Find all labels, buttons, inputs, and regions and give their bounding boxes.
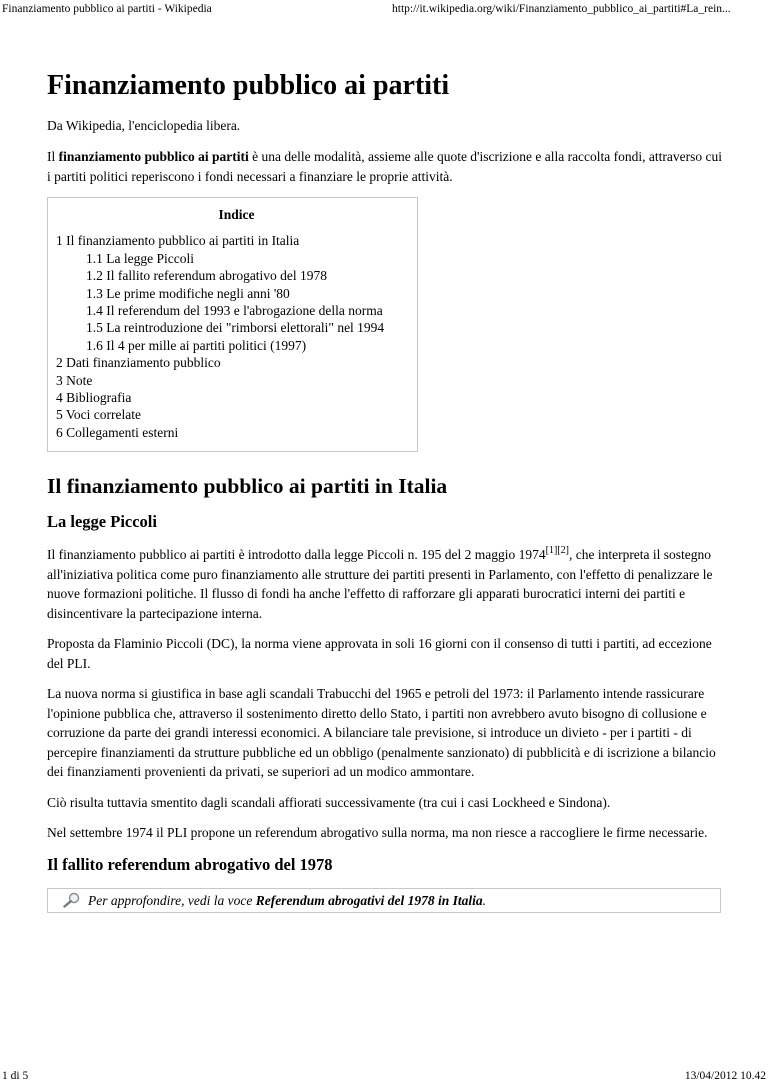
p1-pre: Il finanziamento pubblico ai partiti è introdotto dalla legge Piccoli n. 195 del 2 maggio 1974: [47, 547, 546, 563]
toc-item-1-2[interactable]: 1.2 Il fallito referendum abrogativo del 1978: [86, 268, 328, 284]
intro-pre: Il: [47, 149, 59, 164]
magnifier-icon: [62, 892, 82, 908]
p1-post: , che interpreta il sostegno all'iniziativa politica come puro finanziamento alle strutture dei partiti presenti in Parlamento, con l'effetto di penalizzare le nuove formazioni politiche. Il flusso di fondi ha anche l'effetto di rafforzare gli apparati burocratici interni dei partiti e disincentivare la partecipazione interna.: [47, 547, 713, 621]
paragraph-legge-piccoli-5: Nel settembre 1974 il PLI propone un referendum abrogativo sulla norma, ma non riesce a raccogliere le firme necessarie.: [47, 825, 708, 841]
toc-item-1-5[interactable]: 1.5 La reintroduzione dei "rimborsi elettorali" nel 1994: [86, 320, 385, 336]
paragraph-legge-piccoli-2: Proposta da Flaminio Piccoli (DC), la norma viene approvata in soli 16 giorni con il consenso di tutti i partiti, ad eccezione del PLI.: [47, 636, 712, 671]
toc-item-6[interactable]: 6 Collegamenti esterni: [56, 424, 179, 440]
toc-item-3[interactable]: 3 Note: [56, 372, 93, 388]
see-also-box: [47, 888, 721, 913]
toc-item-1-3[interactable]: 1.3 Le prime modifiche negli anni '80: [86, 285, 290, 301]
toc-item-1-4[interactable]: 1.4 Il referendum del 1993 e l'abrogazione della norma: [86, 303, 383, 319]
see-also-post: .: [482, 892, 486, 908]
paragraph-legge-piccoli-1: [47, 545, 727, 623]
print-header: [2, 2, 766, 16]
print-header-url: http://it.wikipedia.org/wiki/Finanziamento_pubblico_ai_partiti#La_rein...: [392, 3, 731, 15]
section-heading-italia: Il finanziamento pubblico ai partiti in Italia: [47, 474, 448, 499]
toc-item-1-1[interactable]: 1.1 La legge Piccoli: [86, 250, 194, 266]
page-number: 1 di 5: [2, 1070, 29, 1082]
subsection-heading-referendum-1978: Il fallito referendum abrogativo del 1978: [47, 854, 333, 874]
see-also-pre: Per approfondire, vedi la voce: [88, 892, 256, 908]
toc-title: Indice: [218, 207, 255, 222]
toc-item-1-6[interactable]: 1.6 Il 4 per mille ai partiti politici (1997): [86, 337, 307, 353]
toc-item-4[interactable]: 4 Bibliografia: [56, 390, 132, 406]
print-date: 13/04/2012 10.42: [684, 1070, 766, 1082]
intro-bold-term: finanziamento pubblico ai partiti: [58, 149, 249, 164]
reference-links[interactable]: [1][2]: [545, 545, 569, 557]
paragraph-legge-piccoli-3: La nuova norma si giustifica in base agli scandali Trabucchi del 1965 e petroli del 1973: il Parlamento intende rassicurare l'opinione pubblica che, attraverso il sostenimento diretto dello Stato, i partiti non avrebbero avuto bisogno di collusione e corruzione da parte dei grandi interessi economici. A bilanciare tale previsione, si introduce un divieto - per i partiti - di percepire finanziamenti da strutture pubbliche ed un obbligo (penalmente sanzionato) di pubblicità e di iscrizione a bilancio dei finanziamenti provenienti da privati, se superiori ad un modico ammontare.: [47, 686, 716, 780]
paragraph-legge-piccoli-4: Ciò risulta tuttavia smentito dagli scandali affiorati successivamente (tra cui i casi Lockheed e Sindona).: [47, 794, 611, 810]
page-title: Finanziamento pubblico ai partiti: [47, 70, 450, 101]
table-of-contents: [47, 197, 418, 452]
tagline: Da Wikipedia, l'enciclopedia libera.: [47, 118, 241, 133]
subsection-heading-legge-piccoli: La legge Piccoli: [47, 512, 157, 532]
toc-item-2[interactable]: 2 Dati finanziamento pubblico: [56, 355, 221, 371]
toc-item-5[interactable]: 5 Voci correlate: [56, 407, 141, 423]
see-also-link[interactable]: Referendum abrogativi del 1978 in Italia: [255, 892, 483, 908]
print-header-title: Finanziamento pubblico ai partiti - Wikipedia: [2, 3, 212, 15]
intro-paragraph: [47, 147, 727, 186]
article-content: [47, 66, 727, 913]
intro-post: è una delle modalità, assieme alle quote d'iscrizione e alla raccolta fondi, attraverso cui i partiti politici reperiscono i fondi necessari a finanziare le proprie attività.: [47, 149, 722, 184]
toc-item-1[interactable]: 1 Il finanziamento pubblico ai partiti in Italia: [56, 233, 300, 249]
print-footer: [2, 1069, 766, 1083]
